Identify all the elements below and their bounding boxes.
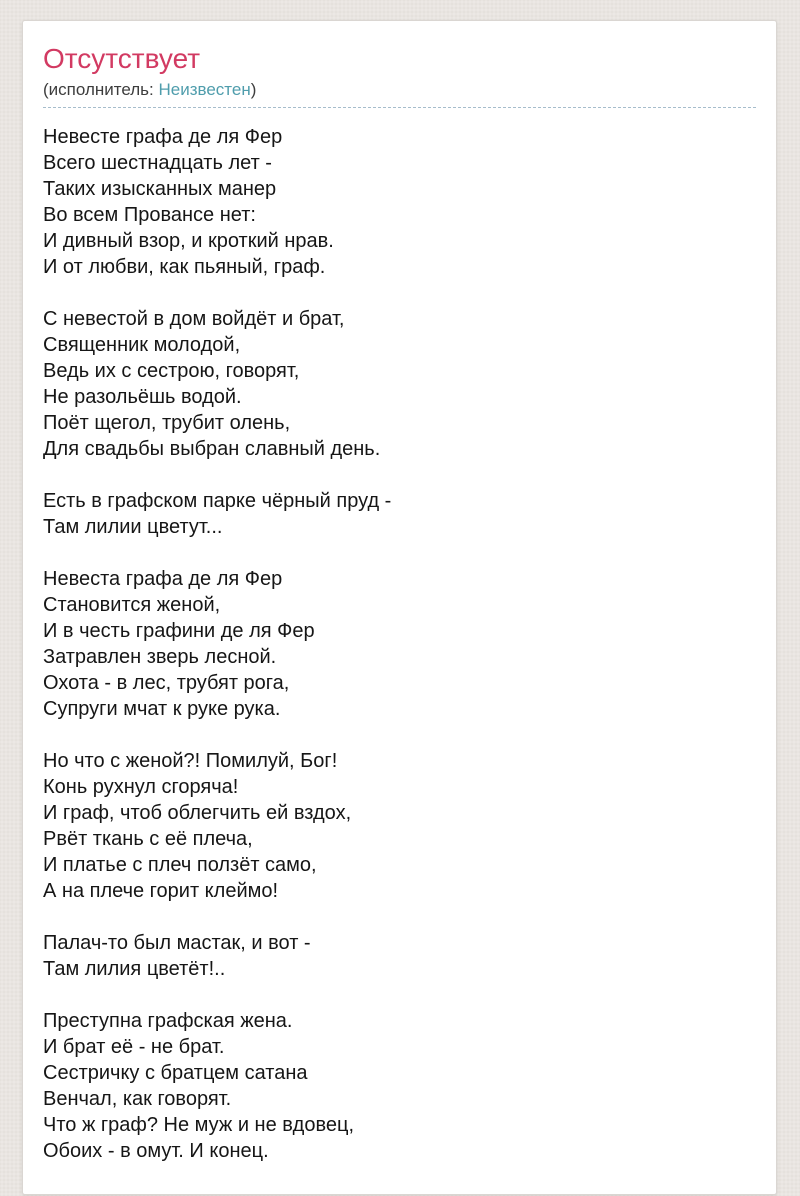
artist-label-prefix: (исполнитель: bbox=[43, 80, 159, 100]
lyric-line: Во всем Провансе нет: bbox=[43, 204, 256, 227]
lyric-line: Поёт щегол, трубит олень, bbox=[43, 412, 291, 435]
lyric-line: Рвёт ткань с её плеча, bbox=[43, 828, 253, 851]
lyric-line: Но что с женой?! Помилуй, Бог! bbox=[43, 750, 338, 773]
lyric-line: С невестой в дом войдёт и брат, bbox=[43, 308, 345, 331]
lyric-line: Супруги мчат к руке рука. bbox=[43, 698, 281, 721]
lyric-line: Всего шестнадцать лет - bbox=[43, 152, 272, 175]
stanza bbox=[43, 1008, 756, 1164]
lyric-line: И граф, чтоб облегчить ей вздох, bbox=[43, 802, 352, 825]
lyrics-text bbox=[43, 124, 756, 1164]
stanza bbox=[43, 488, 756, 540]
lyric-line: Затравлен зверь лесной. bbox=[43, 646, 277, 669]
stanza bbox=[43, 930, 756, 982]
lyric-line: А на плече горит клеймо! bbox=[43, 880, 279, 903]
lyric-line: Венчал, как говорят. bbox=[43, 1088, 232, 1111]
lyrics-card bbox=[22, 20, 777, 1195]
lyric-line: Обоих - в омут. И конец. bbox=[43, 1140, 269, 1163]
lyric-line: И дивный взор, и кроткий нрав. bbox=[43, 230, 334, 253]
stanza bbox=[43, 566, 756, 722]
lyric-line: Невеста графа де ля Фер bbox=[43, 568, 283, 591]
lyric-line: Палач-то был мастак, и вот - bbox=[43, 932, 311, 955]
lyric-line: Невесте графа де ля Фер bbox=[43, 126, 283, 149]
lyric-line: Что ж граф? Не муж и не вдовец, bbox=[43, 1114, 354, 1137]
lyric-line: Там лилии цветут... bbox=[43, 516, 223, 539]
lyric-line: Таких изысканных манер bbox=[43, 178, 277, 201]
page-background bbox=[0, 20, 800, 1196]
lyric-line: Есть в графском парке чёрный пруд - bbox=[43, 490, 392, 513]
lyric-line: Для свадьбы выбран славный день. bbox=[43, 438, 381, 461]
stanza bbox=[43, 748, 756, 904]
stanza bbox=[43, 306, 756, 462]
lyric-line: Становится женой, bbox=[43, 594, 221, 617]
lyric-line: Не разольёшь водой. bbox=[43, 386, 242, 409]
artist-link[interactable]: Неизвестен bbox=[158, 80, 251, 100]
artist-line bbox=[43, 79, 756, 108]
lyric-line: И брат её - не брат. bbox=[43, 1036, 225, 1059]
lyric-line: И платье с плеч ползёт само, bbox=[43, 854, 317, 877]
lyric-line: Сестричку с братцем сатана bbox=[43, 1062, 308, 1085]
lyric-line: Священник молодой, bbox=[43, 334, 241, 357]
lyric-line: И от любви, как пьяный, граф. bbox=[43, 256, 326, 279]
lyric-line: И в честь графини де ля Фер bbox=[43, 620, 315, 643]
artist-label-suffix: ) bbox=[250, 80, 257, 100]
lyric-line: Конь рухнул сгоряча! bbox=[43, 776, 239, 799]
page-title: Отсутствует bbox=[43, 43, 201, 74]
lyric-line: Ведь их с сестрою, говорят, bbox=[43, 360, 300, 383]
lyric-line: Там лилия цветёт!.. bbox=[43, 958, 226, 981]
stanza bbox=[43, 124, 756, 280]
lyric-line: Преступна графская жена. bbox=[43, 1010, 293, 1033]
lyric-line: Охота - в лес, трубят рога, bbox=[43, 672, 290, 695]
